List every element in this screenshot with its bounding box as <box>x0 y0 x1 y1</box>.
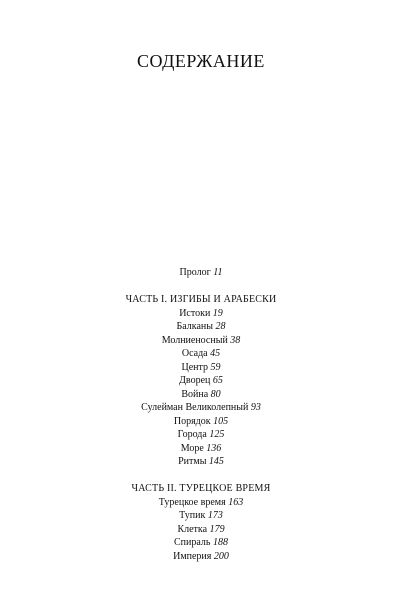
toc-entry-label: Тупик <box>179 510 206 521</box>
toc-entry-page: 80 <box>210 388 221 400</box>
toc-entry-label: Ритмы <box>178 456 207 467</box>
toc-entry-page: 59 <box>210 361 221 373</box>
toc-entry <box>0 307 402 321</box>
table-of-contents <box>0 266 402 563</box>
toc-entry-page: 105 <box>213 415 229 427</box>
toc-entry <box>0 442 402 456</box>
toc-entry <box>0 428 402 442</box>
toc-entry-page: 200 <box>213 550 229 562</box>
toc-entry-page: 188 <box>212 537 228 548</box>
toc-entry-label: Города <box>177 429 207 440</box>
toc-entry-page: 125 <box>209 429 225 440</box>
toc-entry <box>0 361 402 375</box>
toc-entry-label: Война <box>181 388 209 400</box>
toc-entry-page: 173 <box>207 510 223 521</box>
toc-entry-label: Море <box>180 442 204 454</box>
toc-entry-page: 45 <box>210 348 221 359</box>
toc-entry <box>0 374 402 388</box>
toc-entry-page: 11 <box>213 267 223 278</box>
page-title: СОДЕРЖАНИЕ <box>137 51 265 71</box>
toc-entry-page: 179 <box>209 523 225 535</box>
toc-entry <box>0 401 402 415</box>
spacer <box>0 469 402 483</box>
toc-entry <box>0 523 402 537</box>
part-2-entries <box>0 496 402 564</box>
toc-entry-page: 38 <box>230 334 241 346</box>
toc-entry <box>0 455 402 469</box>
toc-entry-page: 65 <box>212 375 223 386</box>
toc-entry <box>0 415 402 429</box>
toc-entry-label: Осада <box>181 348 208 359</box>
part-2-heading: ЧАСТЬ II. ТУРЕЦКОЕ ВРЕМЯ <box>131 483 271 494</box>
toc-entry-page: 93 <box>250 402 261 413</box>
toc-entry-page: 136 <box>206 442 222 454</box>
toc-entry <box>0 388 402 402</box>
toc-entry-label: Порядок <box>173 415 211 427</box>
spacer <box>0 280 402 294</box>
toc-entry-label: Истоки <box>179 307 211 319</box>
part-1-entries <box>0 307 402 469</box>
toc-entry-label: Турецкое время <box>158 496 226 508</box>
toc-entry-label: Клетка <box>177 523 208 535</box>
toc-entry-label: Молниеносный <box>161 334 228 346</box>
part-1-heading: ЧАСТЬ I. ИЗГИБЫ И АРАБЕСКИ <box>125 294 277 305</box>
toc-entry <box>0 509 402 523</box>
toc-entry <box>0 320 402 334</box>
toc-entry-page: 145 <box>208 456 224 467</box>
toc-entry <box>0 496 402 510</box>
toc-entry-label: Империя <box>173 550 212 562</box>
toc-entry-label: Сулейман Великолепный <box>141 402 249 413</box>
toc-entry <box>0 334 402 348</box>
toc-entry-page: 163 <box>228 496 244 508</box>
toc-entry-label: Центр <box>181 361 208 373</box>
toc-entry-label: Балканы <box>176 321 213 332</box>
toc-entry-page: 28 <box>215 321 226 332</box>
toc-entry-label: Пролог <box>179 267 211 278</box>
toc-entry-page: 19 <box>212 307 223 319</box>
toc-entry <box>0 550 402 564</box>
toc-entry <box>0 347 402 361</box>
toc-entry-label: Спираль <box>174 537 211 548</box>
toc-entry-label: Дворец <box>179 375 211 386</box>
toc-entry-prologue <box>0 266 402 280</box>
toc-entry <box>0 536 402 550</box>
